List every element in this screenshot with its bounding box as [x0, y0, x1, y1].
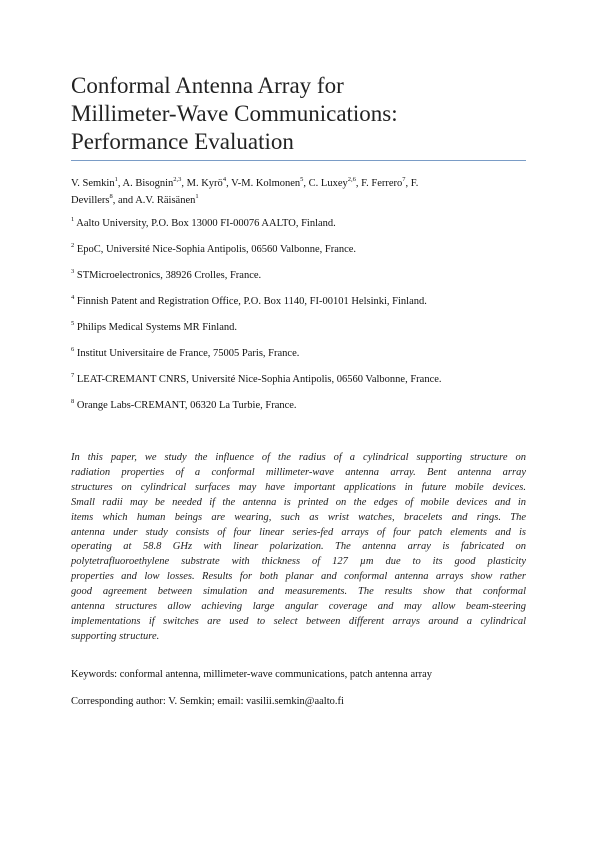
affiliation-item — [71, 373, 526, 387]
abstract-line: items which human beings are wearing, such as wrist watches, bracelets and rings. The — [71, 511, 526, 523]
paper-title — [71, 72, 531, 156]
affiliation-marker: 5 — [300, 175, 304, 183]
affiliation-item — [71, 347, 526, 361]
author-name: A. Bisognin — [122, 178, 174, 189]
author-name: V-M. Kolmonen — [231, 178, 301, 189]
author-name: Devillers — [71, 195, 110, 206]
title-line: Performance Evaluation — [71, 129, 294, 154]
abstract-line: antenna under study consists of four linear series-fed arrays of four patch elements and is — [71, 526, 526, 538]
author-name: C. Luxey — [308, 178, 348, 189]
affiliation-marker: 2,6 — [347, 175, 356, 183]
abstract-line: radiation properties of a conformal millimeter-wave antenna array. Bent antenna array — [71, 466, 526, 478]
affiliation-text: Finnish Patent and Registration Office, P.O. Box 1140, FI-00101 Helsinki, Finland. — [74, 296, 427, 307]
title-line: Millimeter-Wave Communications: — [71, 101, 398, 126]
author-name: and A.V. Räisänen — [118, 195, 196, 206]
affiliation-number: 8 — [71, 397, 75, 405]
abstract-line: antenna structures allow achieving large angular coverage and may allow beam-steering — [71, 601, 526, 613]
abstract-line: good agreement between simulation and measurements. The results show that conformal — [71, 586, 526, 598]
affiliation-item — [71, 321, 526, 335]
affiliation-number: 6 — [71, 345, 75, 353]
affiliation-number: 3 — [71, 267, 75, 275]
affiliation-text: EpoC, Université Nice-Sophia Antipolis, 06560 Valbonne, France. — [74, 244, 357, 255]
affiliation-text: Philips Medical Systems MR Finland. — [74, 322, 238, 333]
abstract-line: implementations if switches are used to select between different arrays around a cylindrical — [71, 615, 526, 627]
affiliation-item — [71, 217, 526, 231]
affiliation-number: 5 — [71, 319, 75, 327]
affiliation-text: Orange Labs-CREMANT, 06320 La Turbie, France. — [74, 400, 297, 411]
affiliation-text: STMicroelectronics, 38926 Crolles, France. — [74, 270, 262, 281]
affiliation-number: 2 — [71, 241, 75, 249]
affiliation-text: LEAT-CREMANT CNRS, Université Nice-Sophia Antipolis, 06560 Valbonne, France. — [74, 374, 442, 385]
affiliation-marker: 1 — [114, 175, 118, 183]
author-name: V. Semkin — [71, 178, 115, 189]
affiliation-number: 1 — [71, 215, 75, 223]
affiliation-number: 4 — [71, 293, 75, 301]
abstract-line: Small radii may be needed if the antenna is printed on the edges of mobile devices and in — [71, 496, 526, 508]
affiliation-item — [71, 243, 526, 257]
author-line: Devillers$^8$, and A.V. Räisänen$^1$ — [71, 192, 199, 206]
author-list — [71, 175, 526, 209]
abstract-line: structures on cylindrical surfaces may have important applications in future mobile devices. — [71, 481, 526, 493]
keywords: Keywords: conformal antenna, millimeter-wave communications, patch antenna array — [71, 669, 433, 680]
affiliation-item — [71, 399, 526, 413]
affiliation-number: 7 — [71, 371, 75, 379]
abstract-line: In this paper, we study the influence of the radius of a cylindrical supporting structure on — [71, 452, 526, 463]
affiliation-item — [71, 295, 526, 309]
abstract — [71, 451, 526, 645]
affiliation-marker: 1 — [195, 192, 199, 200]
title-line: Conformal Antenna Array for — [71, 73, 344, 98]
affiliation-text: Institut Universitaire de France, 75005 Paris, France. — [74, 348, 300, 359]
author-name: F. Ferrero — [361, 178, 403, 189]
affiliation-item — [71, 269, 526, 283]
corresponding-author: Corresponding author: V. Semkin; email: vasilii.semkin@aalto.fi — [71, 696, 344, 707]
affiliation-text: Aalto University, P.O. Box 13000 FI-00076 AALTO, Finland. — [74, 218, 336, 229]
author-line: V. Semkin$^1$, A. Bisognin$^{2,3}$, M. Kyrö$^4$, V-M. Kolmonen$^5$, C. Luxey$^{2,6}$, F. Ferrero$^7$, F. — [71, 175, 419, 189]
abstract-line: properties and low losses. Results for both planar and conformal antenna arrays show rather — [71, 571, 526, 583]
affiliation-marker: 7 — [402, 175, 406, 183]
affiliation-marker: 4 — [222, 175, 227, 183]
author-name: M. Kyrö — [186, 178, 223, 189]
author-name: F. — [410, 178, 419, 189]
abstract-line: operating at 58.8 GHz with linear polarization. The antenna array is fabricated on — [71, 541, 526, 553]
title-divider — [71, 160, 526, 161]
affiliation-marker: 2,3 — [173, 175, 182, 183]
abstract-line: polytetrafluoroethylene substrate with thickness of 127 µm due to its good plasticity — [71, 556, 526, 568]
affiliation-marker: 8 — [109, 192, 113, 200]
abstract-line: supporting structure. — [71, 630, 160, 642]
